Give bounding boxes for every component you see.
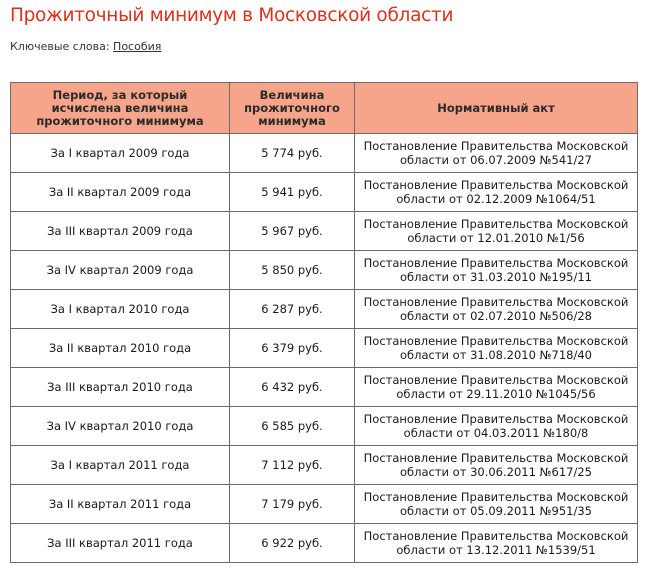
keyword-link-benefits[interactable]: Пособия xyxy=(113,40,162,53)
table-row xyxy=(11,251,638,290)
keywords-label: Ключевые слова: xyxy=(10,40,110,53)
table-row xyxy=(11,407,638,446)
cell-act: Постановление Правительства Московской области от 31.03.2010 №195/11 xyxy=(355,251,638,290)
table-row xyxy=(11,173,638,212)
cell-act: Постановление Правительства Московской области от 02.07.2010 №506/28 xyxy=(355,290,638,329)
cell-period: За III квартал 2011 года xyxy=(11,524,230,563)
cell-act: Постановление Правительства Московской области от 05.09.2011 №951/35 xyxy=(355,485,638,524)
table-header-row xyxy=(11,83,638,134)
cell-act: Постановление Правительства Московской области от 29.11.2010 №1045/56 xyxy=(355,368,638,407)
cell-period: За II квартал 2009 года xyxy=(11,173,230,212)
cell-act: Постановление Правительства Московской области от 06.07.2009 №541/27 xyxy=(355,134,638,173)
table-row xyxy=(11,524,638,563)
cell-period: За IV квартал 2010 года xyxy=(11,407,230,446)
cell-period: За I квартал 2009 года xyxy=(11,134,230,173)
cell-period: За III квартал 2010 года xyxy=(11,368,230,407)
cell-act: Постановление Правительства Московской области от 04.03.2011 №180/8 xyxy=(355,407,638,446)
cell-period: За I квартал 2011 года xyxy=(11,446,230,485)
table-row xyxy=(11,485,638,524)
subsistence-minimum-table xyxy=(10,82,638,563)
header-amount: Величина прожиточного минимума xyxy=(230,83,355,134)
table-row xyxy=(11,212,638,251)
cell-act: Постановление Правительства Московской области от 13.12.2011 №1539/51 xyxy=(355,524,638,563)
cell-amount: 6 432 руб. xyxy=(230,368,355,407)
table-row xyxy=(11,329,638,368)
cell-amount: 6 922 руб. xyxy=(230,524,355,563)
cell-period: За IV квартал 2009 года xyxy=(11,251,230,290)
table-row xyxy=(11,368,638,407)
page-title: Прожиточный минимум в Московской области xyxy=(10,5,454,26)
cell-amount: 7 112 руб. xyxy=(230,446,355,485)
cell-amount: 5 774 руб. xyxy=(230,134,355,173)
cell-period: За II квартал 2011 года xyxy=(11,485,230,524)
cell-amount: 6 287 руб. xyxy=(230,290,355,329)
cell-amount: 6 379 руб. xyxy=(230,329,355,368)
cell-amount: 6 585 руб. xyxy=(230,407,355,446)
table-row xyxy=(11,446,638,485)
cell-amount: 5 941 руб. xyxy=(230,173,355,212)
keywords-line xyxy=(10,40,161,53)
cell-amount: 5 967 руб. xyxy=(230,212,355,251)
header-period: Период, за который исчислена величина прожиточного минимума xyxy=(11,83,230,134)
header-act: Нормативный акт xyxy=(355,83,638,134)
cell-act: Постановление Правительства Московской области от 31.08.2010 №718/40 xyxy=(355,329,638,368)
cell-period: За III квартал 2009 года xyxy=(11,212,230,251)
cell-act: Постановление Правительства Московской области от 30.06.2011 №617/25 xyxy=(355,446,638,485)
table-row xyxy=(11,290,638,329)
cell-amount: 5 850 руб. xyxy=(230,251,355,290)
cell-period: За I квартал 2010 года xyxy=(11,290,230,329)
table-row xyxy=(11,134,638,173)
cell-amount: 7 179 руб. xyxy=(230,485,355,524)
cell-act: Постановление Правительства Московской области от 12.01.2010 №1/56 xyxy=(355,212,638,251)
cell-period: За II квартал 2010 года xyxy=(11,329,230,368)
cell-act: Постановление Правительства Московской области от 02.12.2009 №1064/51 xyxy=(355,173,638,212)
